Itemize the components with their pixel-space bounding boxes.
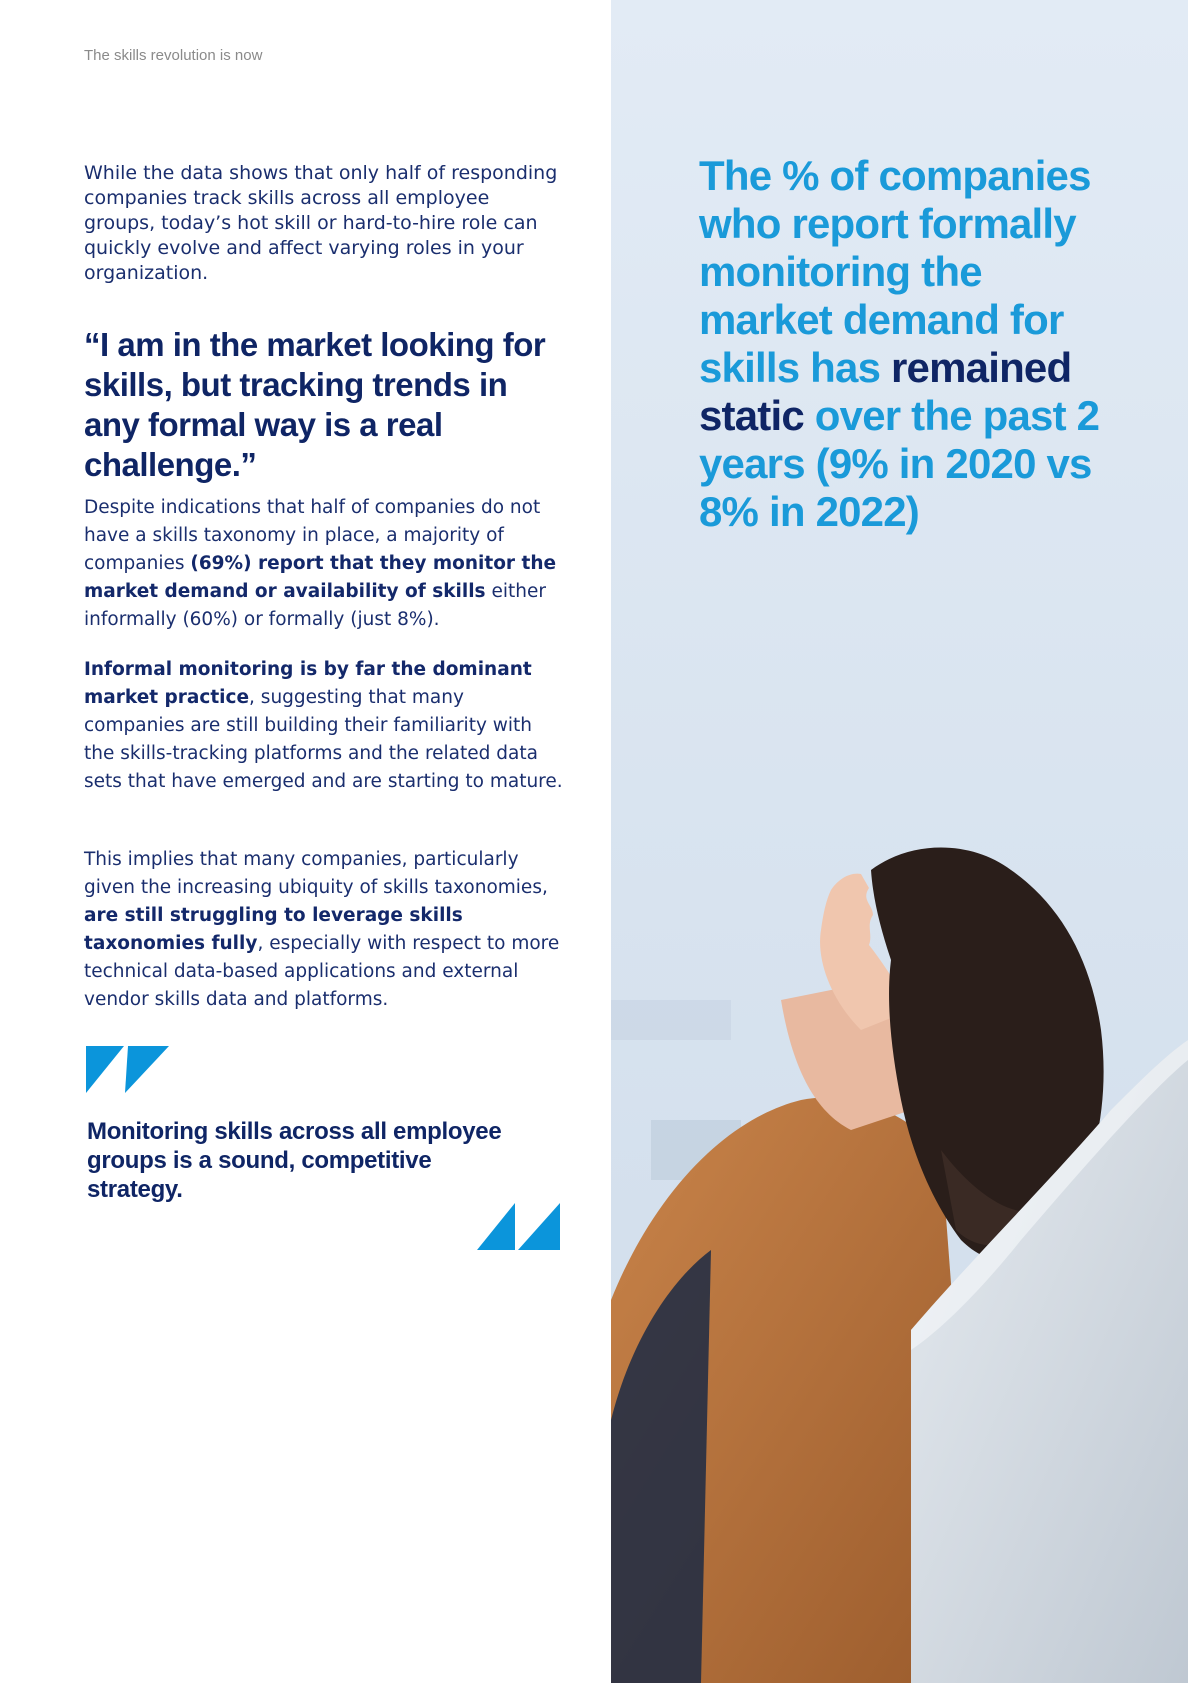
p1-text-b: either informally (60%) or formally (just 8%). (84, 581, 546, 630)
p1-text-a: Despite indications that half of companies do not have a skills taxonomy in place, a majority of companies (84, 497, 541, 574)
callout-quote: Monitoring skills across all employee groups is a sound, competitive strategy. (87, 1118, 502, 1203)
p2-text-a: , suggesting that many companies are still building their familiarity with the skills-tracking platforms and the related data sets that have emerged and are starting to mature. (84, 687, 563, 792)
stat-text-b: over the past 2 years (9% in 2020 vs 8% in 2022) (699, 392, 1100, 535)
stat-emphasis: remained static (699, 344, 1072, 439)
p2-bold: Informal monitoring is by far the dominant market practice (84, 659, 532, 708)
body-paragraph-3 (84, 846, 569, 1014)
pull-quote: “I am in the market looking for skills, but tracking trends in any formal way is a real challenge.” (84, 326, 546, 483)
p3-text-a: This implies that many companies, particularly given the increasing ubiquity of skills taxonomies, (84, 849, 548, 898)
quote-open-icon (86, 1046, 170, 1094)
quote-close-icon (477, 1203, 561, 1251)
p1-bold: (69%) report that they monitor the market demand or availability of skills (84, 553, 557, 602)
running-header: The skills revolution is now (84, 47, 263, 64)
stat-highlight (699, 152, 1119, 536)
p3-bold: are still struggling to leverage skills taxonomies fully (84, 905, 463, 954)
p3-text-b: , especially with respect to more technical data-based applications and external vendor skills data and platforms. (84, 933, 560, 1010)
intro-paragraph: While the data shows that only half of responding companies track skills across all employee groups, today’s hot skill or hard-to-hire role can quickly evolve and affect varying roles in your organization. (84, 162, 558, 284)
stat-text-a: The % of companies who report formally monitoring the market demand for skills has (699, 152, 1091, 391)
body-paragraph-2 (84, 656, 564, 796)
body-paragraph-1 (84, 494, 564, 634)
